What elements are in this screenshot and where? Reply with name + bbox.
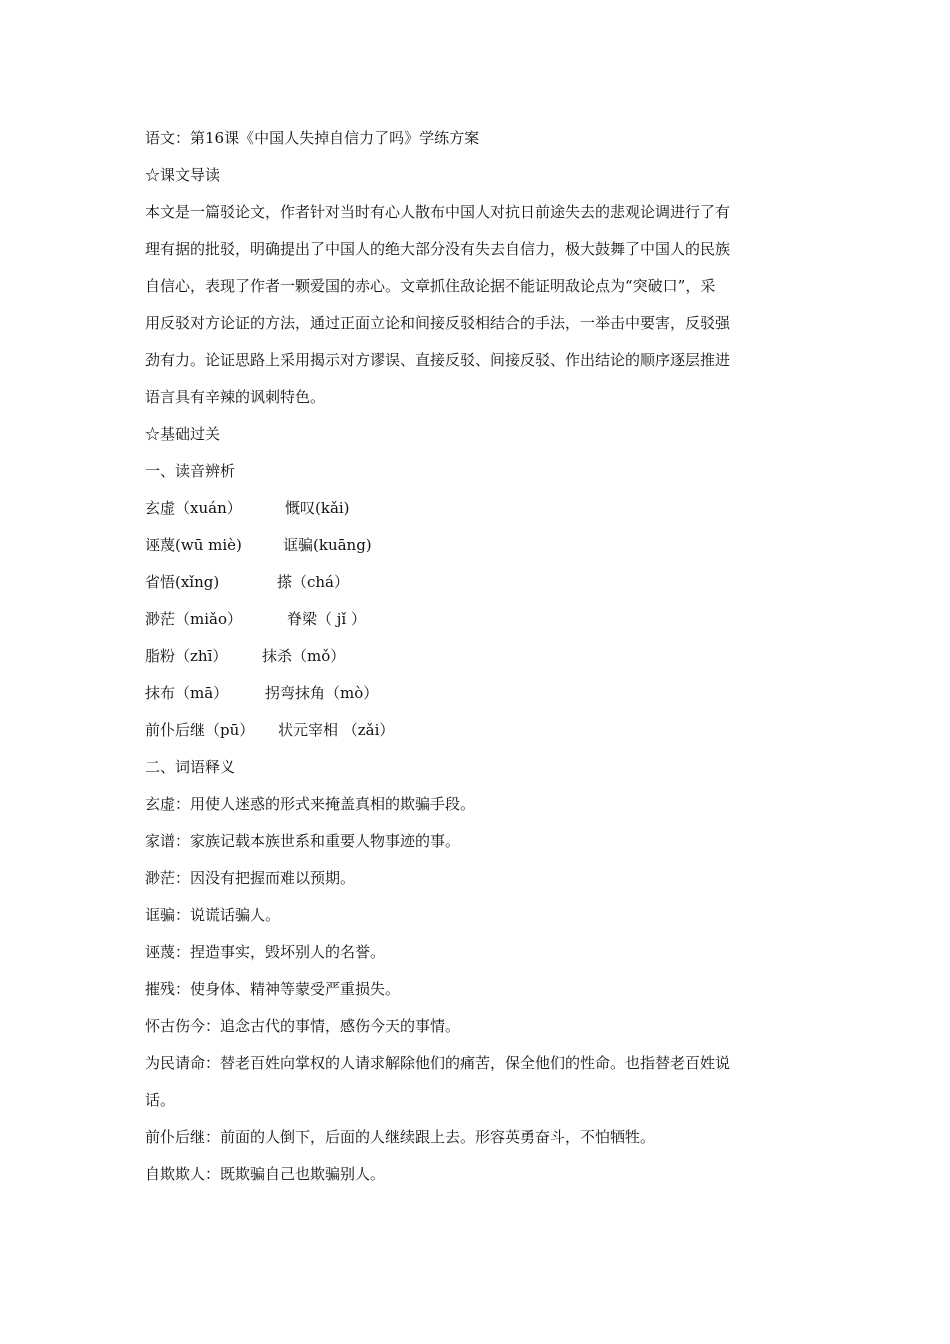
pronunciation-item: 脂粉（zhī） — [145, 647, 228, 665]
definition-line: 诓骗：说谎话骗人。 — [145, 906, 281, 924]
definition-line: 渺茫：因没有把握而难以预期。 — [145, 869, 356, 887]
pronunciation-item: 省悟(xǐng) — [145, 573, 220, 591]
pronunciation-item: 搽（chá） — [277, 573, 350, 591]
definition-line: 前仆后继：前面的人倒下，后面的人继续跟上去。形容英勇奋斗，不怕牺牲。 — [145, 1128, 656, 1146]
pronunciation-row — [145, 675, 810, 712]
guide-line: 理有据的批驳，明确提出了中国人的绝大部分没有失去自信力，极大鼓舞了中国人的民族 — [145, 240, 731, 258]
pronunciation-row — [145, 527, 810, 564]
definition-line: 为民请命：替老百姓向掌权的人请求解除他们的痛苦，保全他们的性命。也指替老百姓说 — [145, 1054, 731, 1072]
pronunciation-item: 拐弯抹角（mò） — [265, 684, 379, 702]
guide-line: 用反驳对方论证的方法，通过正面立论和间接反驳相结合的手法，一举击中要害，反驳强 — [145, 314, 731, 332]
subheading-pronunciation: 一、读音辨析 — [145, 462, 236, 480]
pronunciation-item: 慨叹(kǎi) — [285, 499, 350, 517]
pronunciation-row — [145, 638, 810, 675]
guide-line: 语言具有辛辣的讽刺特色。 — [145, 388, 326, 406]
guide-line: 劲有力。论证思路上采用揭示对方谬误、直接反驳、间接反驳、作出结论的顺序逐层推进 — [145, 351, 731, 369]
document-page — [145, 120, 810, 1193]
pronunciation-row — [145, 564, 810, 601]
pronunciation-item: 诬蔑(wū miè) — [145, 536, 242, 554]
definition-line: 家谱：家族记载本族世系和重要人物事迹的事。 — [145, 832, 461, 850]
definition-line: 自欺欺人：既欺骗自己也欺骗别人。 — [145, 1165, 386, 1183]
subheading-definitions: 二、词语释义 — [145, 758, 236, 776]
guide-line: 自信心，表现了作者一颗爱国的赤心。文章抓住敌论据不能证明敌论点为“突破口”，采 — [145, 277, 716, 295]
definition-line: 诬蔑：捏造事实，毁坏别人的名誉。 — [145, 943, 386, 961]
doc-title: 语文：第16课《中国人失掉自信力了吗》学练方案 — [145, 129, 480, 147]
guide-line: 本文是一篇驳论文，作者针对当时有心人散布中国人对抗日前途失去的悲观论调进行了有 — [145, 203, 731, 221]
section-heading-basics: ☆基础过关 — [145, 425, 221, 443]
pronunciation-row — [145, 712, 810, 749]
pronunciation-row — [145, 490, 810, 527]
pronunciation-item: 抹布（mā） — [145, 684, 229, 702]
pronunciation-item: 状元宰相 （zǎi） — [278, 721, 395, 739]
pronunciation-item: 玄虚（xuán） — [145, 499, 242, 517]
pronunciation-item: 抹杀（mǒ） — [262, 647, 346, 665]
definition-line: 怀古伤今：追念古代的事情，感伤今天的事情。 — [145, 1017, 461, 1035]
pronunciation-item: 渺茫（miǎo） — [145, 610, 242, 628]
definition-line: 摧残：使身体、精神等蒙受严重损失。 — [145, 980, 401, 998]
pronunciation-item: 诓骗(kuāng) — [283, 536, 372, 554]
pronunciation-item: 脊梁（ jǐ ） — [287, 610, 366, 628]
section-heading-guide: ☆课文导读 — [145, 166, 221, 184]
pronunciation-row — [145, 601, 810, 638]
definition-line: 玄虚：用使人迷惑的形式来掩盖真相的欺骗手段。 — [145, 795, 476, 813]
definition-line: 话。 — [145, 1091, 176, 1109]
pronunciation-item: 前仆后继（pū） — [145, 721, 255, 739]
